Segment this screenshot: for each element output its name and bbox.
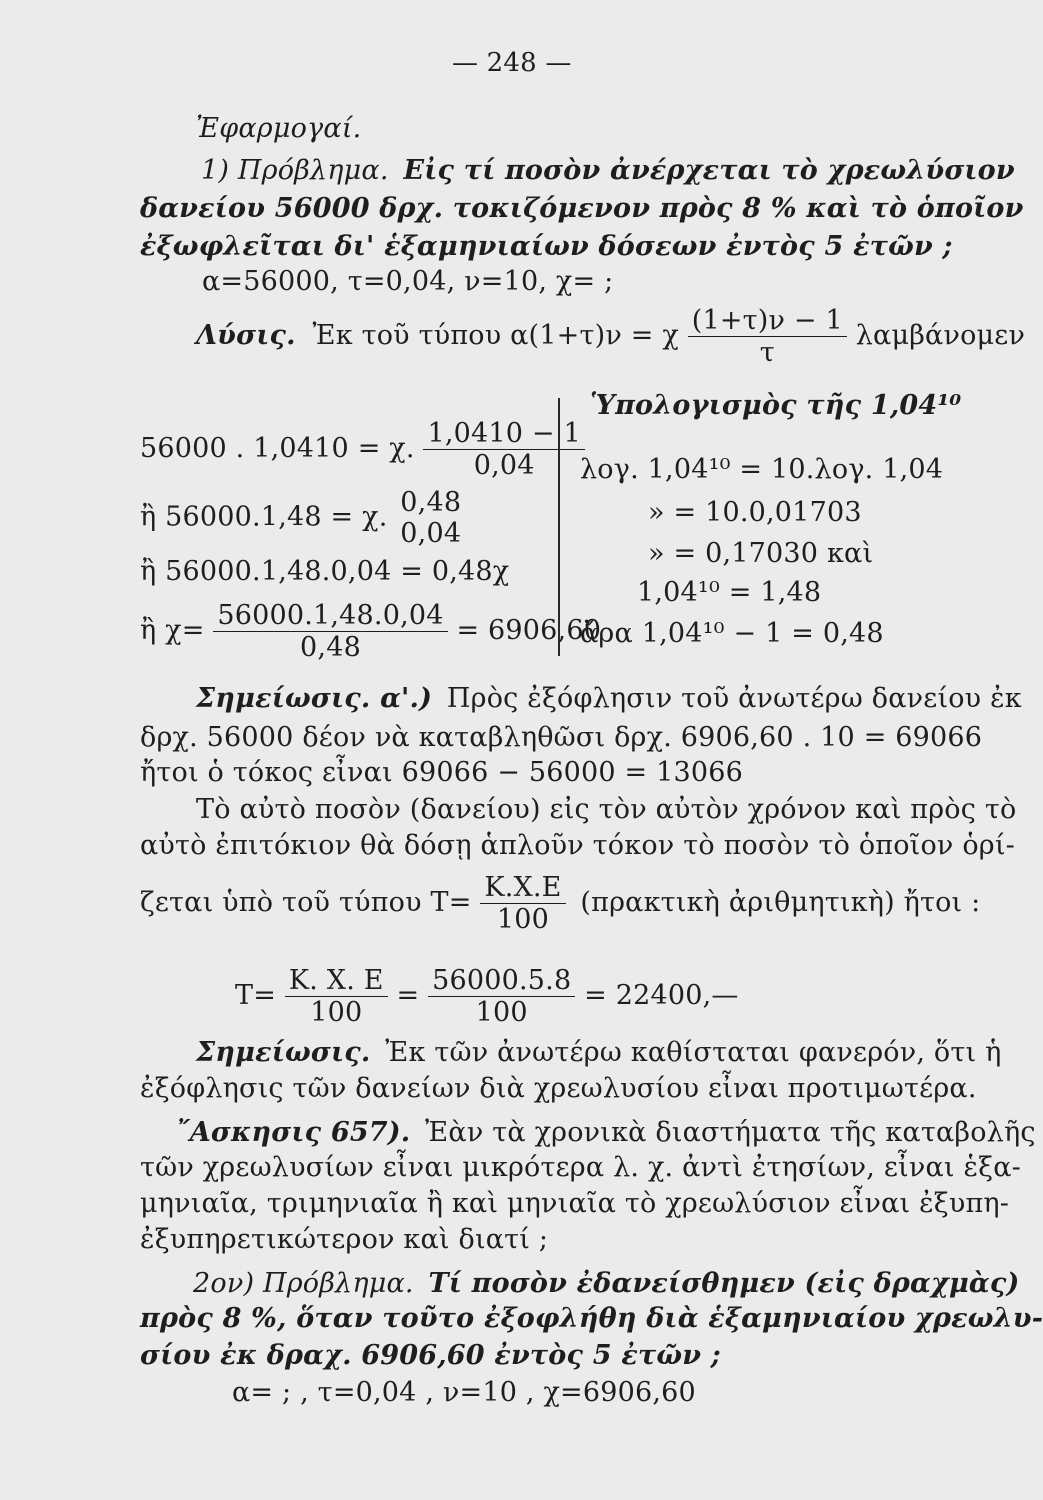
calc-left-3: ἢ 56000.1,48.0,04 = 0,48χ — [140, 556, 510, 587]
problem1-label: 1) Πρόβλημα. — [201, 155, 389, 186]
solution-frac-num: (1+τ)ν − 1 — [688, 305, 847, 337]
note2-label: Σημείωσις. — [196, 1037, 371, 1068]
note2-text-1: Ἐκ τῶν ἀνωτέρω καθίσταται φανερόν, ὅτι ἡ — [385, 1037, 1002, 1068]
note1-label: Σημείωσις. α'.) — [196, 683, 433, 714]
note1-line4: Τὸ αὐτὸ ποσὸν (δανείου) εἰς τὸν αὐτὸν χρόνον καὶ πρὸς τὸ — [196, 794, 1017, 825]
problem2-line1 — [193, 1268, 1020, 1299]
solution-lead: Ἐκ τοῦ τύπου α(1+τ)ν = χ — [312, 320, 679, 352]
calc-left-1-pre: 56000 . 1,0410 = χ. — [140, 433, 415, 465]
calc-left-1-num: 1,0410 − 1 — [423, 418, 584, 450]
calc-left-4-den: 0,48 — [300, 632, 361, 664]
calc-left-4-post: = 6906,60 — [456, 615, 602, 647]
calc-left-1-den: 0,04 — [473, 450, 535, 482]
note1-line5: αὐτὸ ἐπιτόκιον θὰ δόσῃ ἁπλοῦν τόκον τὸ ποσὸν τὸ ὁποῖον ὁρί- — [140, 830, 1015, 861]
note1-l7-post: = 22400,— — [584, 980, 739, 1012]
calc-right-1: λογ. 1,04¹⁰ = 10.λογ. 1,04 — [580, 454, 944, 485]
calc-left-4-pre: ἢ χ= — [140, 615, 205, 647]
problem1-text-1: Εἰς τί ποσὸν ἀνέρχεται τὸ χρεωλύσιον — [403, 155, 1015, 186]
note1-l6-frac — [480, 872, 565, 935]
note1-l7-num1: Κ. Χ. Ε — [285, 965, 388, 997]
note1-text-1: Πρὸς ἐξόφλησιν τοῦ ἀνωτέρω δανείου ἐκ — [446, 683, 1022, 714]
note1-line2: δρχ. 56000 δέον νὰ καταβληθῶσι δρχ. 6906,60 . 10 = 69066 — [140, 722, 983, 753]
calc-left-1-frac — [423, 418, 584, 481]
note1-l7-pre: Τ= — [235, 980, 277, 1012]
calc-left-2 — [140, 487, 465, 549]
note1-l7-eq: = — [396, 980, 420, 1012]
problem1-givens: α=56000, τ=0,04, ν=10, χ= ; — [202, 266, 614, 297]
problem2-line2: πρὸς 8 %, ὅταν τοῦτο ἐξοφλήθη διὰ ἑξαμηνιαίου χρεωλυ- — [140, 1303, 1043, 1334]
problem1-line3: ἐξωφλεῖται δι' ἑξαμηνιαίων δόσεων ἐντὸς 5 ἐτῶν ; — [140, 231, 953, 262]
solution-frac-den: τ — [759, 337, 775, 369]
calc-left-1 — [140, 418, 585, 481]
note1-line6 — [140, 872, 980, 935]
calc-right-3: » = 0,17030 καὶ — [648, 538, 874, 569]
note1-l7-frac2 — [428, 965, 575, 1028]
calc-left-2-frac — [396, 487, 465, 549]
page-number: — 248 — — [452, 48, 572, 78]
calc-left-2-pre: ἢ 56000.1,48 = χ. — [140, 501, 388, 533]
solution-fraction — [688, 305, 847, 368]
solution-trail: λαμβάνομεν — [855, 320, 1026, 352]
exercise-line2: τῶν χρεωλυσίων εἶναι μικρότερα λ. χ. ἀντὶ ἐτησίων, εἶναι ἑξα- — [140, 1152, 1021, 1183]
calc-left-4-frac — [213, 600, 447, 663]
note2-line2: ἐξόφλησις τῶν δανείων διὰ χρεωλυσίου εἶναι προτιμωτέρα. — [140, 1073, 977, 1104]
note1-l6-num: Κ.Χ.Ε — [480, 872, 565, 904]
note1-l7-frac1 — [285, 965, 388, 1028]
problem2-givens: α= ; , τ=0,04 , ν=10 , χ=6906,60 — [232, 1377, 696, 1408]
calc-right-2: » = 10.0,01703 — [648, 497, 862, 528]
note1-line7 — [235, 965, 739, 1028]
problem1-line2: δανείου 56000 δρχ. τοκιζόμενον πρὸς 8 % καὶ τὸ ὁποῖον — [140, 193, 1024, 224]
note1-l6-pre: ζεται ὑπὸ τοῦ τύπου Τ= — [140, 887, 472, 919]
solution-line — [196, 305, 1025, 368]
problem1-line1 — [201, 155, 1015, 186]
note1-line1 — [196, 683, 1022, 714]
calc-left-4-num: 56000.1,48.0,04 — [213, 600, 447, 632]
calc-right-title: Ὑπολογισμὸς τῆς 1,04¹⁰ — [590, 390, 962, 421]
calc-left-4 — [140, 600, 601, 663]
exercise-text-1: Ἐὰν τὰ χρονικὰ διαστήματα τῆς καταβολῆς — [425, 1117, 1036, 1148]
calc-right-5: ἄρα 1,04¹⁰ − 1 = 0,48 — [580, 618, 884, 649]
note1-l7-num2: 56000.5.8 — [428, 965, 575, 997]
problem2-label: 2ον) Πρόβλημα. — [193, 1268, 414, 1299]
section-title: Ἐφαρμογαί. — [196, 113, 362, 144]
exercise-line4: ἐξυπηρετικώτερον καὶ διατί ; — [140, 1224, 549, 1255]
exercise-line1 — [176, 1117, 1036, 1148]
note1-l7-den1: 100 — [310, 997, 363, 1029]
solution-label: Λύσις. — [196, 320, 296, 352]
problem2-line3: σίου ἐκ δραχ. 6906,60 ἐντὸς 5 ἐτῶν ; — [140, 1340, 721, 1371]
calc-right-4: 1,04¹⁰ = 1,48 — [637, 577, 822, 608]
note1-l6-post: (πρακτικὴ ἀριθμητικὴ) ἤτοι : — [580, 887, 981, 919]
note1-line3: ἤτοι ὁ τόκος εἶναι 69066 − 56000 = 13066 — [140, 757, 744, 788]
exercise-line3: μηνιαῖα, τριμηνιαῖα ἢ καὶ μηνιαῖα τὸ χρεωλύσιον εἶναι ἐξυπη- — [140, 1188, 1010, 1219]
exercise-label: ῎Ασκησις 657). — [176, 1117, 411, 1148]
problem2-text-1: Τί ποσὸν ἐδανείσθημεν (εἰς δραχμὰς) — [428, 1268, 1020, 1299]
calc-left-2-num: 0,48 — [400, 487, 462, 518]
note1-l7-den2: 100 — [475, 997, 528, 1029]
note1-l6-den: 100 — [496, 904, 550, 936]
note2-line1 — [196, 1037, 1001, 1068]
calc-left-2-den: 0,04 — [400, 518, 462, 550]
